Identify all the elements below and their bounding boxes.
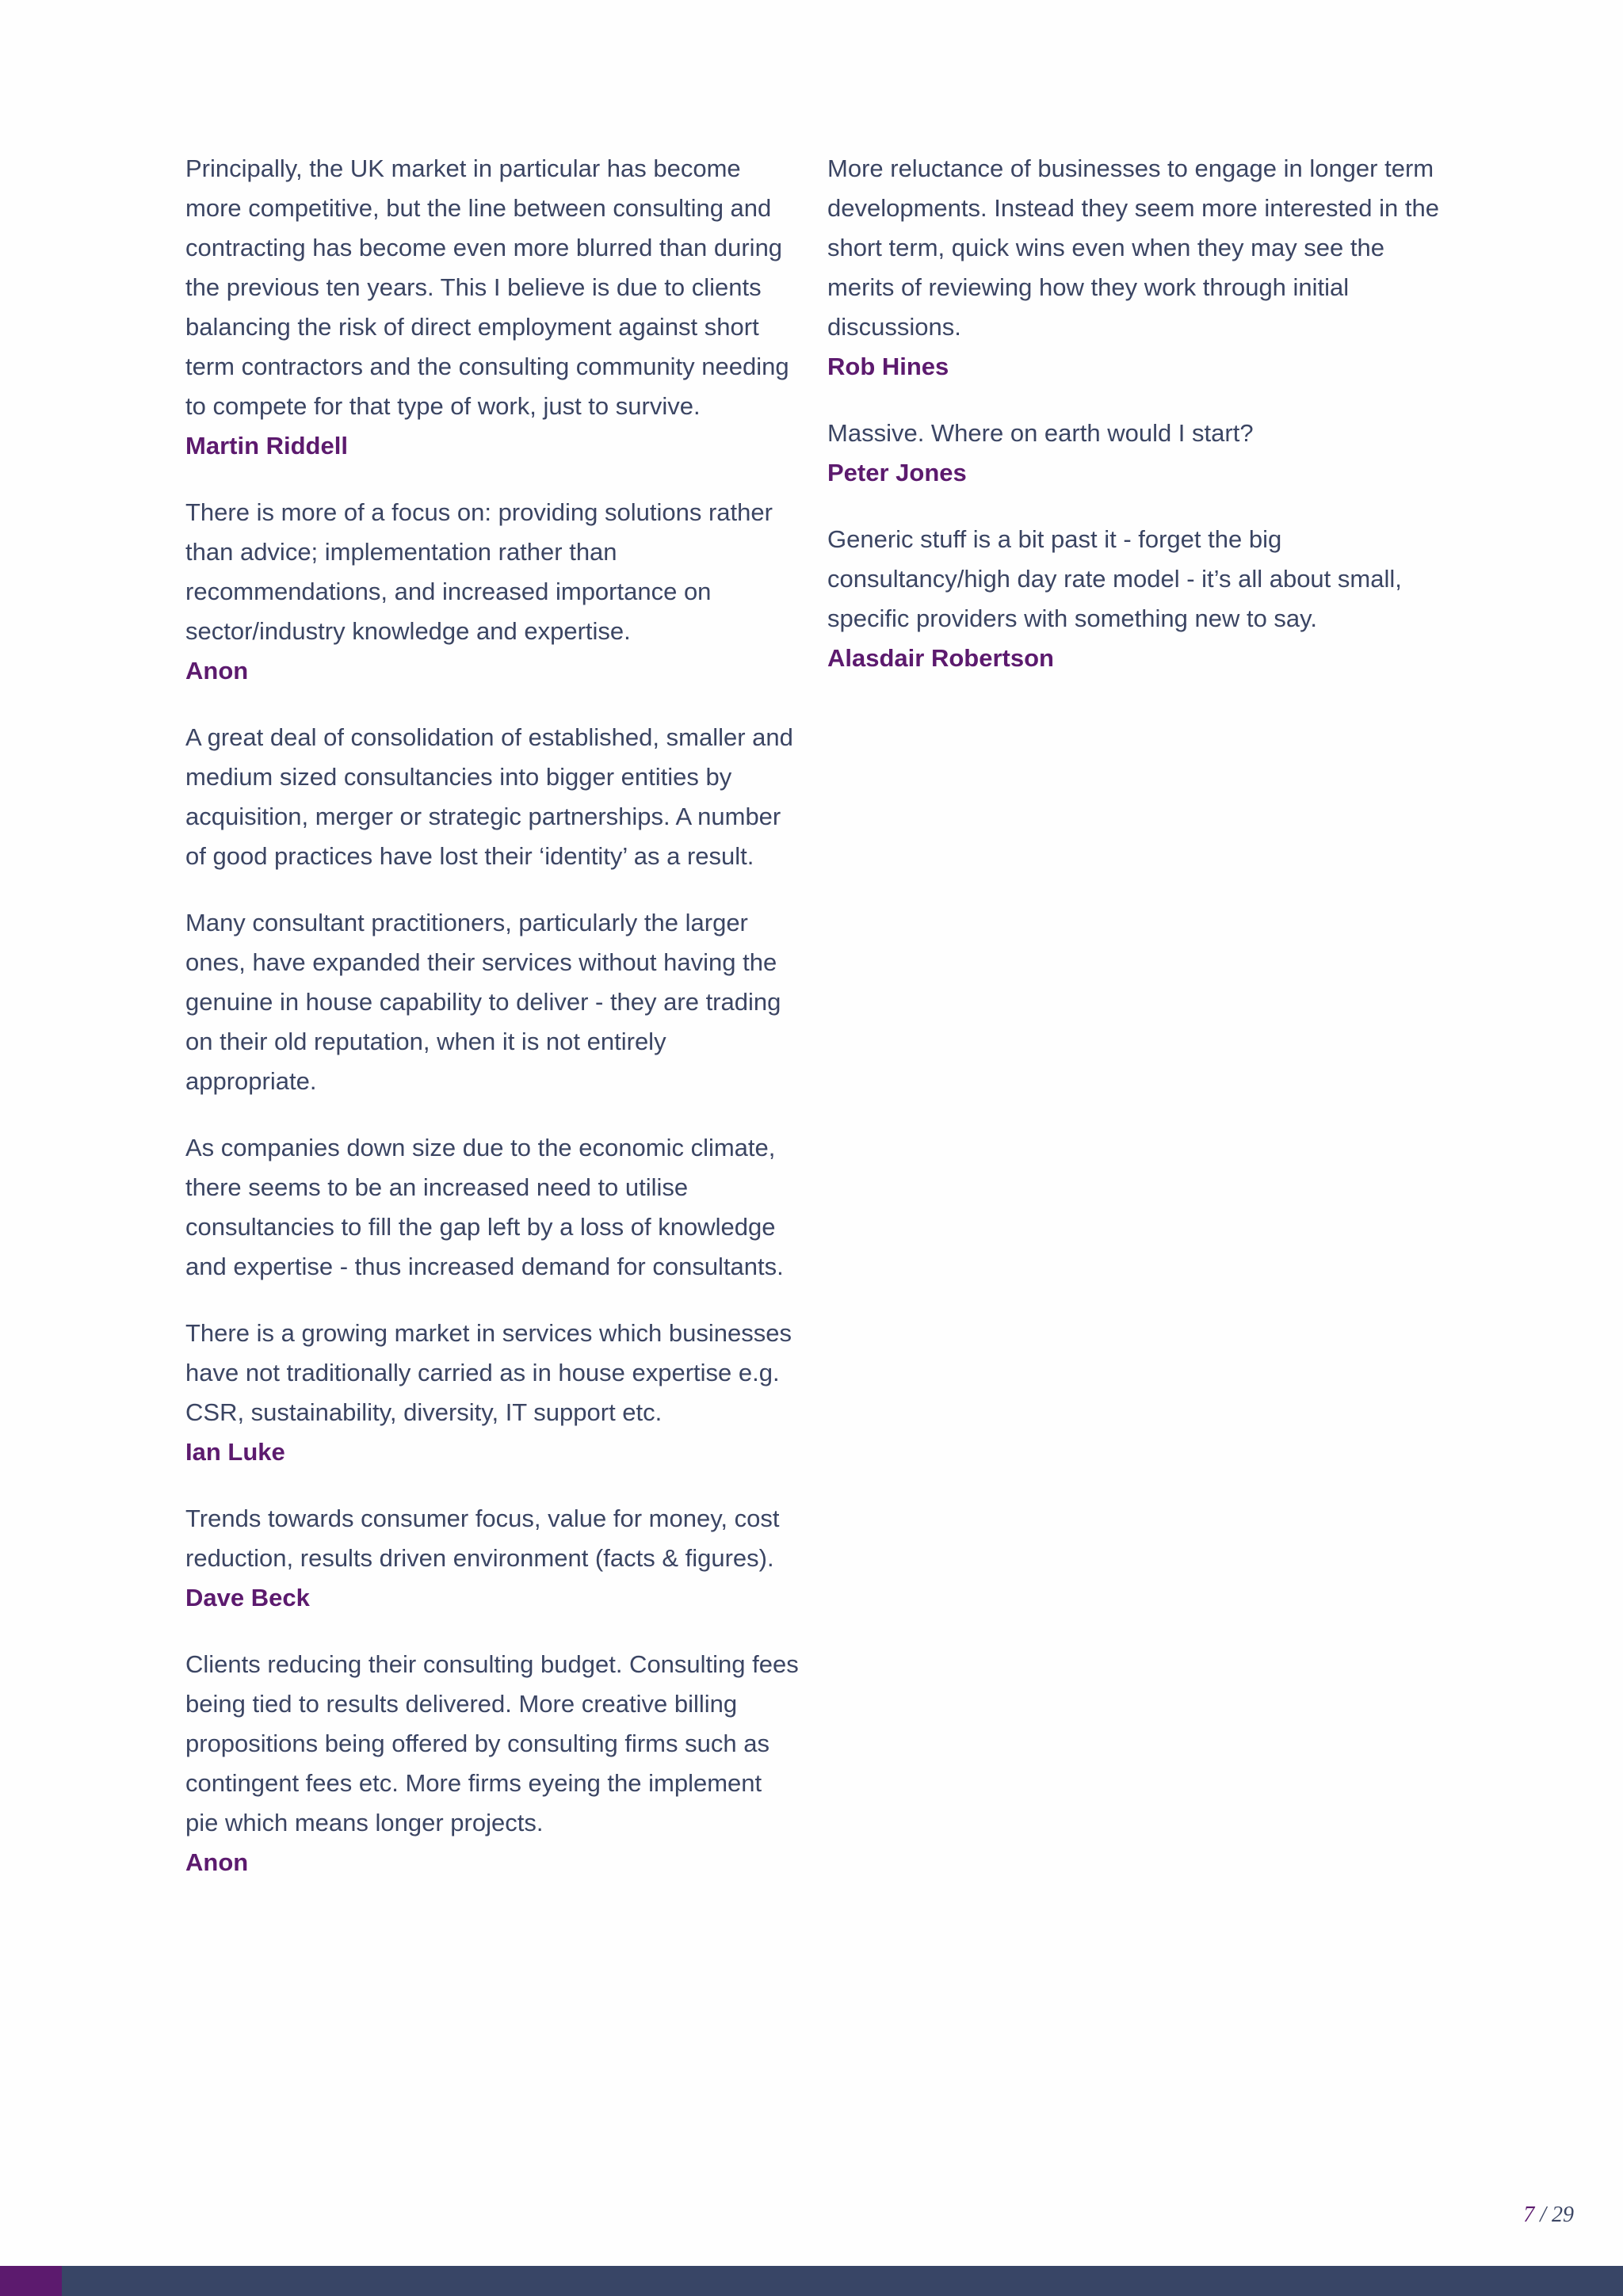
quote-entry <box>185 493 800 691</box>
quote-paragraph: Many consultant practitioners, particularly the larger ones, have expanded their services without having the genuine in house capability to deliver - they are trading on their old reputation, when it is not entirely appropriate. <box>185 909 781 1095</box>
quote-entry <box>185 718 800 1472</box>
quote-entry <box>827 149 1445 387</box>
quote-paragraph: More reluctance of businesses to engage in longer term developments. Instead they seem more interested in the short term, quick wins even when they may see the merits of reviewing how they work through initial discussions. <box>827 154 1439 341</box>
current-page: 7 <box>1523 2203 1535 2227</box>
quote-paragraph: Generic stuff is a bit past it - forget the big consultancy/high day rate model - it’s all about small, specific providers with something new to say. <box>827 525 1402 632</box>
quote-entry <box>185 149 800 466</box>
quote-paragraph: There is a growing market in services which businesses have not traditionally carried as in house expertise e.g. CSR, sustainability, diversity, IT support etc. <box>185 1319 792 1426</box>
footer-bar <box>0 2266 1623 2296</box>
quote-author: Rob Hines <box>827 353 949 380</box>
quote-entry <box>827 414 1445 493</box>
footer-accent <box>0 2266 62 2296</box>
quote-paragraph: Massive. Where on earth would I start? <box>827 419 1254 447</box>
quote-paragraph: There is more of a focus on: providing solutions rather than advice; implementation rather than recommendations, and increased importance on sector/industry knowledge and expertise. <box>185 498 773 645</box>
right-column <box>827 149 1445 705</box>
quote-paragraph: Clients reducing their consulting budget. Consulting fees being tied to results delivered. More creative billing propositions being offered by consulting firms such as contingent fees etc. More firms eyeing the implement pie which means longer projects. <box>185 1650 799 1836</box>
quote-author: Martin Riddell <box>185 432 348 460</box>
quote-author: Ian Luke <box>185 1438 285 1466</box>
quote-paragraph: Trends towards consumer focus, value for money, cost reduction, results driven environment (facts & figures). <box>185 1505 780 1572</box>
quote-entry <box>185 1645 800 1882</box>
quote-entry <box>827 520 1445 678</box>
quote-paragraph: As companies down size due to the economic climate, there seems to be an increased need to utilise consultancies to fill the gap left by a loss of knowledge and expertise - thus increased demand for consultants. <box>185 1134 784 1280</box>
quote-paragraph: Principally, the UK market in particular has become more competitive, but the line between consulting and contracting has become even more blurred than during the previous ten years. This I believe is due to clients balancing the risk of direct employment against short term contractors and the consulting community needing to compete for that type of work, just to survive. <box>185 154 789 420</box>
total-pages: 29 <box>1552 2203 1574 2227</box>
quote-author: Dave Beck <box>185 1584 310 1611</box>
quote-author: Alasdair Robertson <box>827 644 1054 672</box>
quote-author: Anon <box>185 1848 249 1876</box>
quote-paragraph: A great deal of consolidation of established, smaller and medium sized consultancies into bigger entities by acquisition, merger or strategic partnerships. A number of good practices have lost their ‘identity’ as a result. <box>185 723 793 870</box>
quote-author: Peter Jones <box>827 459 967 486</box>
page-number <box>1523 2203 1574 2228</box>
page-separator: / <box>1534 2203 1552 2227</box>
quote-entry <box>185 1499 800 1618</box>
quote-author: Anon <box>185 657 249 685</box>
left-column <box>185 149 800 1909</box>
